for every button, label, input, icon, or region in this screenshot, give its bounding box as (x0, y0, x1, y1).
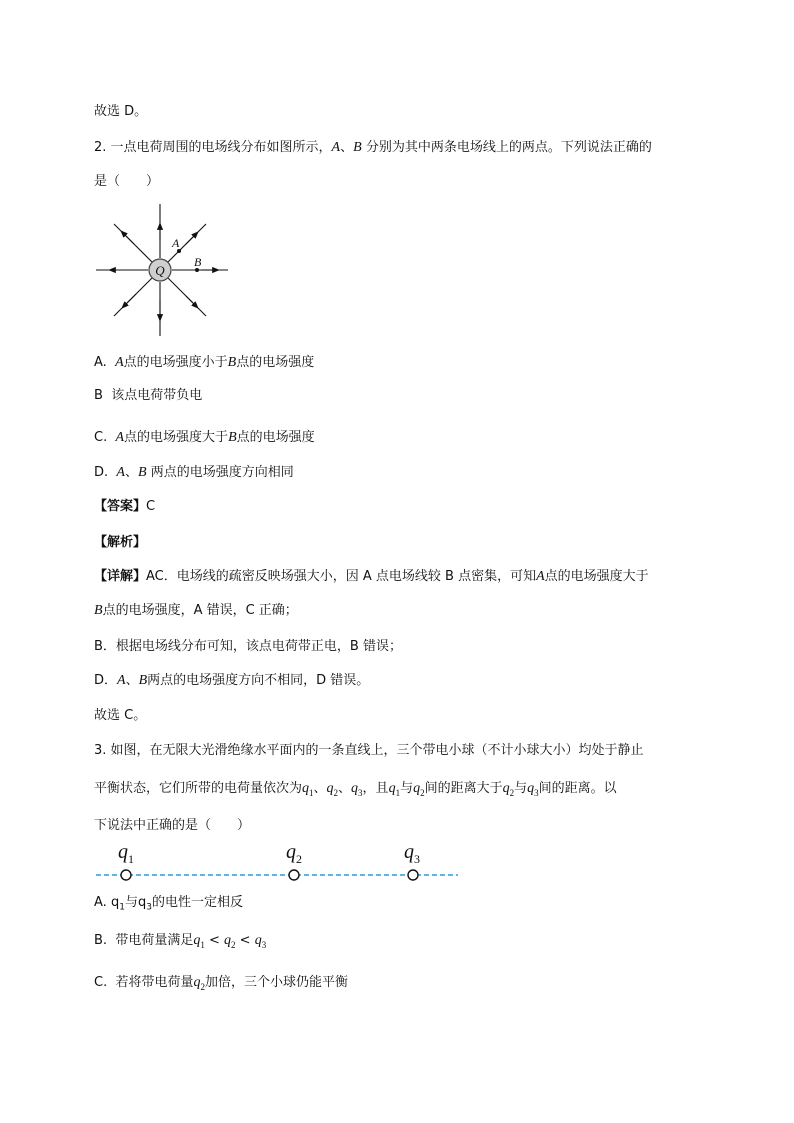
q3-option-a: A. $q_1$与$q_3$的电性一定相反 (94, 895, 243, 913)
ball-q2 (289, 870, 299, 880)
charge-label: Q (155, 263, 165, 278)
q2-detail-1: 【详解】AC．电场线的疏密反映场强大小，因 A 点电场线较 B 点密集，可知A点的电场强度大于 (94, 569, 649, 584)
q2-conclusion: 故选 C。 (94, 708, 147, 723)
point-a-label: A (172, 236, 180, 250)
q2-option-c: C. A点的电场强度大于B点的电场强度 (94, 430, 315, 445)
q2-detail-3: B．根据电场线分布可知，该点电荷带正电，B 错误； (94, 639, 402, 654)
q2-detail-4: D．A、B两点的电场强度方向不相同，D 错误。 (94, 673, 370, 688)
q3-option-c: C. 若将带电荷量$q_2$加倍，三个小球仍能平衡 (94, 975, 349, 992)
label-q2: $q_2$ (286, 841, 302, 866)
q3-stem-line2: 平衡状态，它们所带的电荷量依次为$q_1$、$q_2$、$q_3$，且$q_1$与$q_2$间的距离大于$q_2$与$q_3$间的距离。以 (94, 781, 617, 798)
q3-stem-line1: 3. 如图，在无限大光滑绝缘水平面内的一条直线上，三个带电小球（不计小球大小）均处于静止 (94, 743, 644, 758)
q3-option-b: B. 带电荷量满足$q_1 < q_2 < q_3$ (94, 933, 267, 950)
point-b-label: B (194, 255, 202, 269)
label-q1: $q_1$ (118, 841, 134, 866)
q2-option-a: A. A点的电场强度小于B点的电场强度 (94, 355, 315, 370)
electric-field-figure (92, 200, 232, 340)
q2-stem-line2: 是（ ） (94, 174, 160, 189)
ball-q3 (408, 870, 418, 880)
q2-option-d: D. A、B 两点的电场强度方向相同 (94, 465, 294, 480)
three-charges-figure (92, 838, 464, 886)
previous-conclusion: 故选 D。 (94, 104, 148, 119)
q2-option-b: B 该点电荷带负电 (94, 388, 203, 403)
q2-answer: 【答案】C (94, 499, 156, 514)
q2-stem-line1: 2. 一点电荷周围的电场线分布如图所示，A、B 分别为其中两条电场线上的两点。下列说法正确的 (94, 140, 652, 155)
q3-stem-line3: 下说法中正确的是（ ） (94, 818, 251, 833)
q2-detail-2: B点的电场强度，A 错误，C 正确； (94, 603, 298, 618)
q2-analysis-label: 【解析】 (94, 535, 147, 550)
label-q3: $q_3$ (404, 841, 420, 866)
ball-q1 (121, 870, 131, 880)
